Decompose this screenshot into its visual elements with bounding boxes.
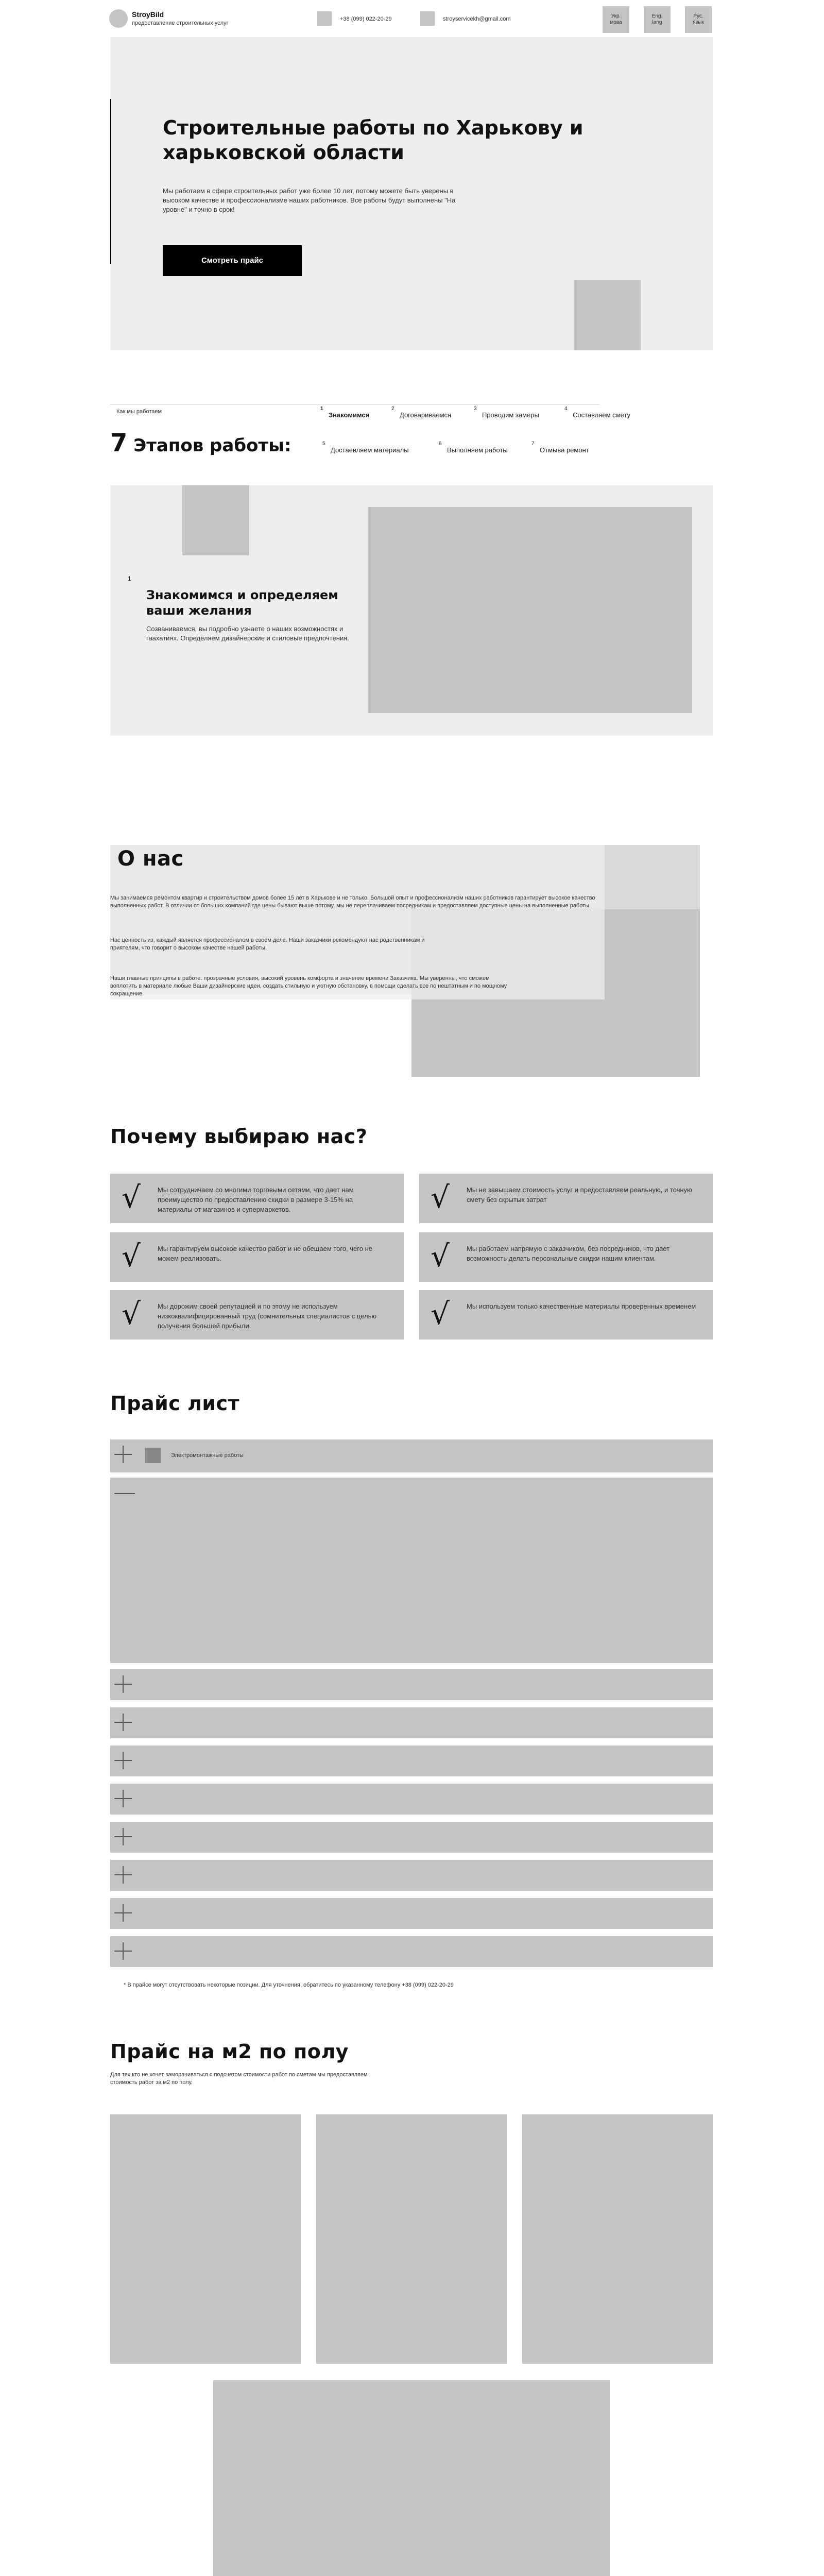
about-paragraph-3: Наши главные принципы в работе: прозрачные условия, высокий уровень комфорта и значение времени Заказчика. Мы уверенны, что сможем воплотить в материале любые Ваши дизайнерские идеи, создать стильную и уютную обстановку, в помощи сделать все по нештатным и по мощному сокращение. <box>110 975 507 997</box>
stages-title <box>110 429 291 457</box>
stage-detail-num: 1 <box>128 575 131 582</box>
logo-icon <box>109 9 128 28</box>
stage-tab-5[interactable]: 5 Достаевляем материалы <box>322 441 409 454</box>
stages-section <box>0 392 824 804</box>
check-icon: √ <box>431 1239 450 1274</box>
why-card: √ Мы работаем напрямую с заказчиком, без посредников, что дает возможность делать персональные скидки нашим клиентам. <box>419 1232 713 1282</box>
plus-icon <box>114 1446 132 1463</box>
hero-section <box>110 37 713 350</box>
why-card: √ Мы сотрудничаем со многими торговыми сетями, что дает нам преимущество по предоставлению скидки в размере 3-15% на материалы от магазинов и супермаркетов. <box>110 1174 404 1223</box>
price-row[interactable] <box>110 1669 713 1700</box>
price-row[interactable] <box>110 1784 713 1815</box>
price-row-open[interactable] <box>110 1439 713 1472</box>
price-row[interactable] <box>110 1707 713 1738</box>
stages-small-label: Как мы работаем <box>116 409 162 415</box>
check-icon: √ <box>122 1296 141 1331</box>
minus-icon[interactable] <box>114 1493 135 1494</box>
hero-accent-line <box>110 99 111 264</box>
stage-tab-3[interactable]: 3 Проводим замеры <box>474 406 539 419</box>
lang-eng[interactable]: Eng. lang <box>644 6 671 33</box>
lang-rus[interactable]: Рус. язык <box>685 6 712 33</box>
phone-icon <box>317 11 332 26</box>
about-section <box>110 845 713 1077</box>
stage-detail-panel <box>110 485 713 736</box>
logo[interactable] <box>109 8 274 31</box>
plus-icon <box>114 1904 132 1922</box>
why-card: √ Мы не завышаем стоимость услуг и предоставляем реальную, и точную смету без скрытых затрат <box>419 1174 713 1223</box>
price-row[interactable] <box>110 1860 713 1891</box>
hero-text: Мы работаем в сфере строительных работ уже более 10 лет, потому можете быть уверены в высоком качестве и профессионализме наших работников. Все работы будут выполнены "На уровне" и точно в срок! <box>163 187 456 213</box>
stages-title-text: Этапов работы: <box>133 435 291 456</box>
stage-detail-image <box>368 507 692 713</box>
hero-title: Строительные работы по Харькову и харьковской области <box>163 116 583 164</box>
header-phone[interactable]: +38 (099) 022-20-29 <box>340 16 392 22</box>
price-note: * В прайсе могут отсутствовать некоторые позиции. Для уточнения, обратитесь по указанному телефону +38 (099) 022-20-29 <box>124 1982 454 1988</box>
stages-title-num: 7 <box>110 429 128 457</box>
about-paragraph-1: Мы занимаемся ремонтом квартир и строительством домов более 15 лет в Харькове и не только. Большой опыт и профессионализм наших работников гарантирует высокое качество выполненных работ. В отличии от больших компаний где цены бывают выше потому, мы не переплачиваем посредникам и предоставляем доступные цены на выполненные работы. <box>110 895 595 909</box>
stage-tab-4[interactable]: 4 Составляем смету <box>564 406 631 419</box>
floor-card[interactable] <box>522 2114 713 2364</box>
price-row-expanded-content <box>110 1478 713 1663</box>
plus-icon <box>114 1942 132 1960</box>
floor-card[interactable] <box>213 2380 610 2576</box>
check-icon: √ <box>122 1239 141 1274</box>
why-card: √ Мы гарантируем высокое качество работ и не обещаем того, чего не можем реализовать. <box>110 1232 404 1282</box>
about-paragraph-2: Нас ценность из, каждый является профессионалом в своем деле. Наши заказчики рекомендуют нас родственникам и приятелям, что говорит о высоком качестве нашей работы. <box>110 937 425 951</box>
header-email[interactable]: stroyservicekh@gmail.com <box>443 16 511 22</box>
check-icon: √ <box>122 1180 141 1215</box>
plus-icon <box>114 1752 132 1769</box>
hero-price-button[interactable]: Смотреть прайс <box>163 245 302 276</box>
stage-detail-title: Знакомимся и определяем ваши желания <box>146 588 338 618</box>
price-title: Прайс лист <box>110 1392 240 1415</box>
price-row[interactable] <box>110 1898 713 1929</box>
logo-sub: предоставление строительных услуг <box>132 20 229 26</box>
price-row[interactable] <box>110 1745 713 1776</box>
hero-image <box>574 280 641 350</box>
check-icon: √ <box>431 1296 450 1331</box>
header <box>0 0 824 37</box>
stage-detail-text: Созваниваемся, вы подробно узнаете о наших возможностях и гаахатиях. Определяем дизайнерские и стиловые предпочтения. <box>146 625 349 642</box>
about-title: О нас <box>117 847 184 871</box>
price-row[interactable] <box>110 1822 713 1853</box>
plus-icon <box>114 1790 132 1807</box>
floor-card[interactable] <box>110 2114 301 2364</box>
plus-icon <box>114 1675 132 1693</box>
check-icon: √ <box>431 1180 450 1215</box>
stage-tab-7[interactable]: 7 Отмыва ремонт <box>531 441 589 454</box>
stage-tab-1[interactable]: 1 Знакомимся <box>320 406 370 419</box>
why-card: √ Мы дорожим своей репутацией и по этому не используем низкоквалифицированный труд (сомнительных специалистов с целью получения большей прибыли. <box>110 1290 404 1340</box>
plus-icon <box>114 1866 132 1884</box>
logo-name: StroyBild <box>132 10 164 19</box>
price-row-label: Электромонтажные работы <box>171 1452 244 1459</box>
plus-icon <box>114 1828 132 1845</box>
price-row-thumb <box>145 1448 161 1463</box>
stage-tab-2[interactable]: 2 Договариваемся <box>391 406 452 419</box>
mail-icon <box>420 11 435 26</box>
why-title: Почему выбираю нас? <box>110 1125 368 1148</box>
floor-card[interactable] <box>316 2114 507 2364</box>
price-row[interactable] <box>110 1936 713 1967</box>
lang-ukr[interactable]: Укр. мова <box>603 6 629 33</box>
stage-detail-image-small <box>182 485 249 555</box>
stage-tab-6[interactable]: 6 Выполняем работы <box>439 441 508 454</box>
why-card: √ Мы используем только качественные материалы проверенных временем <box>419 1290 713 1340</box>
floor-text: Для тех кто не хочет заморачиваться с подсчетом стоимости работ по сметам мы предоставляем стоимость работ за м2 по полу. <box>110 2072 368 2086</box>
floor-title: Прайс на м2 по полу <box>110 2040 349 2063</box>
plus-icon <box>114 1714 132 1731</box>
